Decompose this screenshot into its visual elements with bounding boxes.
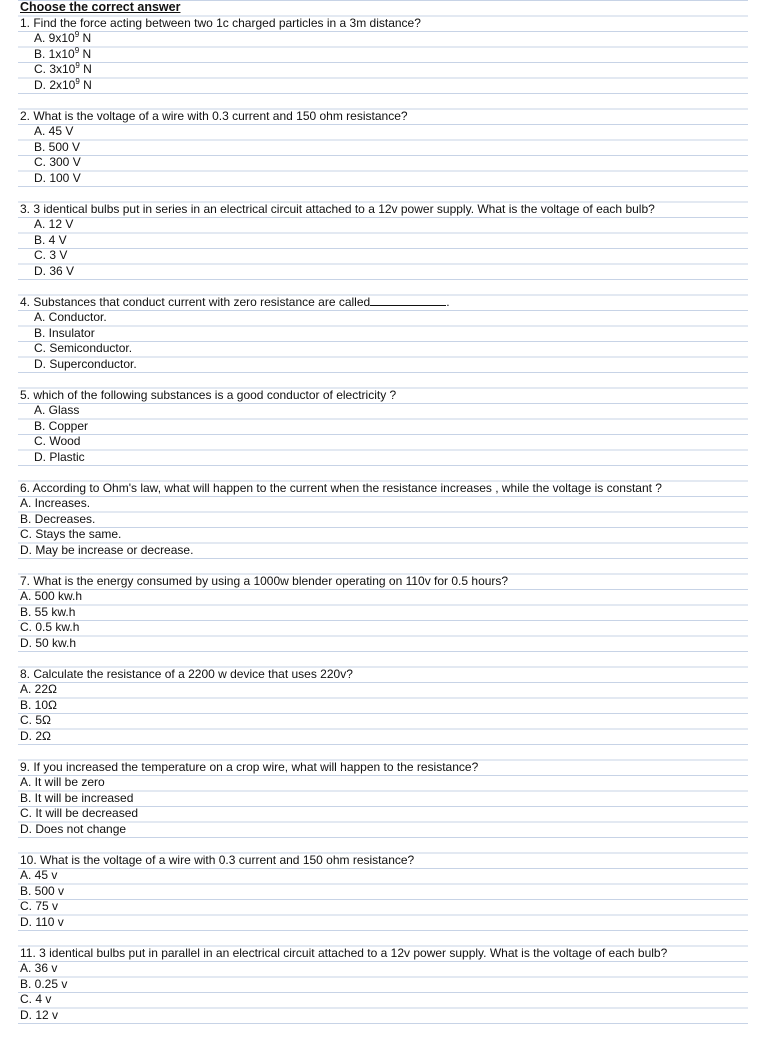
option-text: A. Increases. <box>20 496 91 510</box>
question-stem: 8. Calculate the resistance of a 2200 w device that uses 220v? <box>20 666 353 681</box>
option-text: C. Stays the same. <box>20 527 122 541</box>
option-text: B. Copper <box>34 418 89 433</box>
answer-option <box>20 806 750 822</box>
option-unit: N <box>79 62 92 76</box>
answer-option <box>20 140 750 156</box>
option-text: A. Glass <box>34 403 80 417</box>
option-text: A. 36 v <box>20 961 58 975</box>
answer-option <box>20 682 750 698</box>
question-block <box>20 667 750 745</box>
option-text: B. 10Ω <box>20 697 57 712</box>
option-text: B. Decreases. <box>20 511 96 526</box>
option-text: C. 5Ω <box>20 713 51 727</box>
answer-option <box>20 527 750 543</box>
answer-option <box>20 217 750 233</box>
option-list <box>20 124 750 186</box>
option-text: D. Does not change <box>20 821 127 836</box>
option-text: B. 500 V <box>34 139 81 154</box>
option-unit: N <box>79 46 92 61</box>
answer-option <box>20 775 750 791</box>
question-block <box>20 295 750 373</box>
option-text: B. 4 V <box>34 232 67 247</box>
answer-option <box>20 31 750 47</box>
answer-option <box>20 124 750 140</box>
option-list <box>20 31 750 93</box>
answer-option <box>20 310 750 326</box>
question-block <box>20 16 750 94</box>
option-unit: N <box>79 77 92 92</box>
option-list <box>20 496 750 558</box>
answer-option <box>20 434 750 450</box>
question-stem: 1. Find the force acting between two 1c charged particles in a 3m distance? <box>20 15 421 30</box>
option-text: B. 55 kw.h <box>20 604 76 619</box>
answer-option <box>20 403 750 419</box>
answer-option <box>20 589 750 605</box>
question-block <box>20 946 750 1024</box>
answer-option <box>20 326 750 342</box>
answer-option <box>20 915 750 931</box>
question-block <box>20 481 750 559</box>
answer-option <box>20 512 750 528</box>
question-block <box>20 760 750 838</box>
question-text <box>20 853 750 869</box>
option-text: D. 2Ω <box>20 728 51 743</box>
option-list <box>20 589 750 651</box>
answer-option <box>20 341 750 357</box>
answer-option <box>20 496 750 512</box>
answer-option <box>20 620 750 636</box>
option-text: B. 0.25 v <box>20 976 68 991</box>
option-text: D. 100 V <box>34 170 81 185</box>
option-unit: N <box>79 31 92 45</box>
answer-option <box>20 791 750 807</box>
answer-option <box>20 248 750 264</box>
option-text: A. 12 V <box>34 217 74 231</box>
option-text: C. 4 v <box>20 992 52 1006</box>
option-text: A. It will be zero <box>20 775 105 789</box>
answer-option <box>20 899 750 915</box>
answer-option <box>20 992 750 1008</box>
option-text: A. 500 kw.h <box>20 589 83 603</box>
option-text: D. 2x10 <box>34 77 76 92</box>
question-stem: 2. What is the voltage of a wire with 0.3 current and 150 ohm resistance? <box>20 108 408 123</box>
answer-option <box>20 868 750 884</box>
option-list <box>20 868 750 930</box>
option-exponent: 9 <box>74 45 80 55</box>
option-list <box>20 310 750 372</box>
option-text: B. Insulator <box>34 325 95 340</box>
question-block <box>20 853 750 931</box>
option-text: A. 45 v <box>20 868 58 882</box>
answer-option <box>20 450 750 466</box>
option-text: D. 36 V <box>34 263 75 278</box>
question-text <box>20 481 750 497</box>
answer-blank <box>370 295 446 306</box>
answer-option <box>20 47 750 63</box>
option-text: D. 12 v <box>20 1007 59 1022</box>
option-text: C. It will be decreased <box>20 806 139 820</box>
option-text: A. Conductor. <box>34 310 107 324</box>
question-text <box>20 946 750 962</box>
option-text: C. 75 v <box>20 899 59 913</box>
answer-option <box>20 264 750 280</box>
option-text: C. 3 V <box>34 248 68 262</box>
question-text <box>20 574 750 590</box>
question-stem: 6. According to Ohm's law, what will happen to the current when the resistance increases , while the voltage is constant ? <box>20 480 662 495</box>
answer-option <box>20 543 750 559</box>
answer-option <box>20 698 750 714</box>
answer-option <box>20 357 750 373</box>
option-text: C. 3x10 <box>34 62 76 76</box>
question-block <box>20 202 750 280</box>
question-block <box>20 109 750 187</box>
option-text: B. 1x10 <box>34 46 75 61</box>
answer-option <box>20 62 750 78</box>
answer-option <box>20 1008 750 1024</box>
answer-option <box>20 884 750 900</box>
option-text: D. May be increase or decrease. <box>20 542 194 557</box>
question-stem: 11. 3 identical bulbs put in parallel in an electrical circuit attached to a 12v power supply. What is the voltage of each bulb? <box>20 945 668 960</box>
question-text <box>20 16 750 32</box>
answer-option <box>20 78 750 94</box>
worksheet-title: Choose the correct answer <box>20 0 181 14</box>
option-exponent: 9 <box>74 30 80 39</box>
option-text: D. Superconductor. <box>34 356 137 371</box>
answer-option <box>20 155 750 171</box>
option-list <box>20 682 750 744</box>
option-text: D. Plastic <box>34 449 85 464</box>
question-text <box>20 295 750 311</box>
answer-option <box>20 961 750 977</box>
question-block <box>20 388 750 466</box>
question-text <box>20 760 750 776</box>
option-exponent: 9 <box>75 76 80 86</box>
option-list <box>20 403 750 465</box>
question-stem: 5. which of the following substances is a good conductor of electricity ? <box>20 387 397 402</box>
answer-option <box>20 419 750 435</box>
question-text <box>20 109 750 125</box>
worksheet <box>20 0 750 1039</box>
answer-option <box>20 713 750 729</box>
question-stem: 9. If you increased the temperature on a crop wire, what will happen to the resistance? <box>20 759 479 774</box>
option-list <box>20 775 750 837</box>
question-stem: 10. What is the voltage of a wire with 0.3 current and 150 ohm resistance? <box>20 852 415 867</box>
question-text <box>20 667 750 683</box>
question-block <box>20 574 750 652</box>
question-list <box>20 16 750 1024</box>
option-text: B. It will be increased <box>20 790 134 805</box>
option-text: C. Semiconductor. <box>34 341 133 355</box>
option-text: C. 300 V <box>34 155 81 169</box>
question-stem-end: . <box>446 294 450 309</box>
answer-option <box>20 977 750 993</box>
question-text <box>20 388 750 404</box>
answer-option <box>20 605 750 621</box>
answer-option <box>20 636 750 652</box>
option-text: A. 22Ω <box>20 682 57 696</box>
question-text <box>20 202 750 218</box>
answer-option <box>20 171 750 187</box>
option-text: C. Wood <box>34 434 81 448</box>
option-text: A. 45 V <box>34 124 74 138</box>
option-list <box>20 217 750 279</box>
question-stem: 4. Substances that conduct current with zero resistance are called <box>20 294 371 309</box>
option-text: A. 9x10 <box>34 31 75 45</box>
option-text: C. 0.5 kw.h <box>20 620 80 634</box>
option-exponent: 9 <box>75 61 80 70</box>
option-text: D. 110 v <box>20 914 64 929</box>
question-stem: 7. What is the energy consumed by using a 1000w blender operating on 110v for 0.5 hours? <box>20 573 509 588</box>
option-list <box>20 961 750 1023</box>
answer-option <box>20 233 750 249</box>
option-text: D. 50 kw.h <box>20 635 77 650</box>
answer-option <box>20 822 750 838</box>
option-text: B. 500 v <box>20 883 65 898</box>
answer-option <box>20 729 750 745</box>
question-stem: 3. 3 identical bulbs put in series in an electrical circuit attached to a 12v power supply. What is the voltage of each bulb? <box>20 201 655 216</box>
